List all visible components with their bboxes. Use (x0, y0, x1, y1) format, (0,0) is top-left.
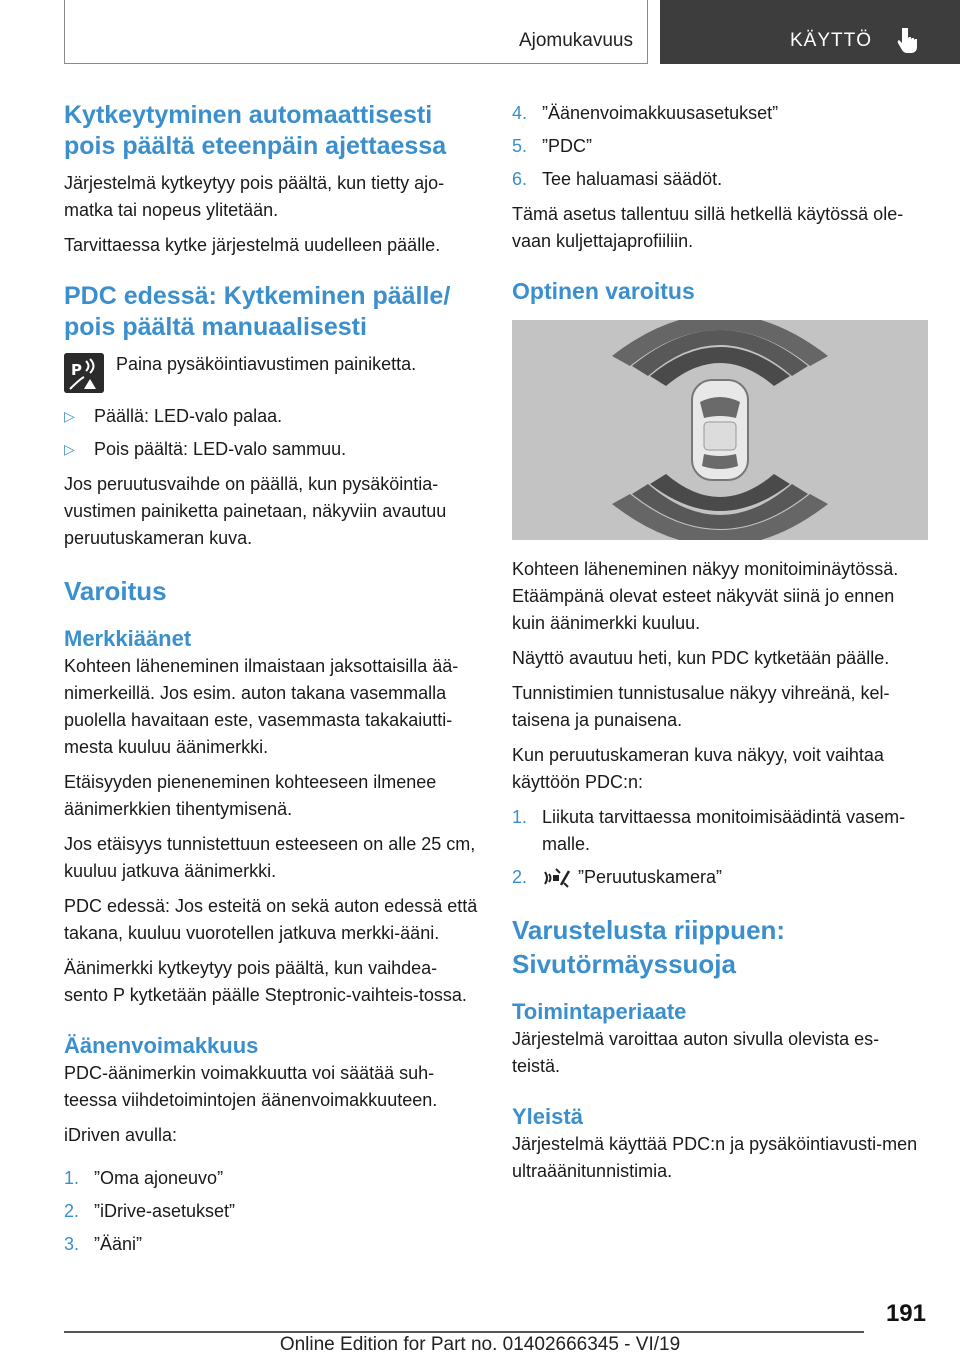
list-item: 4. ”Äänenvoimakkuusasetukset” (512, 103, 779, 123)
hand-pointer-icon (896, 26, 922, 54)
heading-signals: Merkkiäänet (64, 626, 192, 651)
list-item: 1. Liikuta tarvittaessa monitoimisäädintä vasem-malle. (512, 807, 906, 854)
paragraph: PDC-äänimerkin voimakkuutta voi säätää suh-teessa viihdetoimintojen äänenvoimakkuuteen. (64, 1063, 438, 1110)
footer-edition: Online Edition for Part no. 01402666345 - VI/19 (279, 1334, 681, 1355)
paragraph: PDC edessä: Jos esteitä on sekä auton edessä että takana, kuuluu vuorotellen jatkuva merkki-ääni. (64, 896, 478, 943)
triangle-bullet-icon: ▷ (64, 441, 75, 457)
header-chapter-tab (660, 0, 960, 64)
heading-general: Yleistä (512, 1104, 583, 1129)
car-sensor-illustration (512, 320, 928, 540)
header-chapter-title: KÄYTTÖ (790, 30, 873, 51)
header-section-box (64, 0, 648, 64)
page-number: 191 (885, 1300, 926, 1327)
paragraph: Tunnistimien tunnistusalue näkyy vihreänä, kel-taisena ja punaisena. (512, 683, 890, 730)
numbered-list (512, 100, 926, 193)
parking-assist-button-icon (64, 353, 104, 393)
heading-volume: Äänenvoimakkuus (64, 1033, 259, 1058)
paragraph: Jos etäisyys tunnistettuun esteeseen on alle 25 cm, kuuluu jatkuva äänimerkki. (64, 834, 476, 881)
paragraph: iDriven avulla: (64, 1125, 178, 1145)
list-item: 5. ”PDC” (512, 136, 592, 156)
numbered-list (64, 1165, 478, 1258)
heading-pdc-front: PDC edessä: Kytkeminen päälle/ pois päältä manuaalisesti (64, 282, 451, 341)
heading-side-collision: Varustelusta riippuen: Sivutörmäyssuoja (512, 915, 786, 979)
list-item: 2. ”Peruutuskamera” (512, 864, 926, 891)
svg-text:P: P (71, 361, 82, 379)
paragraph: Kohteen läheneminen ilmaistaan jaksottaisilla ää-nimerkeillä. Jos esim. auton takana vasemmalla puolella havaitaan este, vasemmasta takakaiutti-mesta kuuluu äänimerkki. (64, 656, 459, 757)
footer-divider (64, 1331, 864, 1333)
triangle-bullet-icon: ▷ (64, 408, 75, 424)
list-item: 1. ”Oma ajoneuvo” (64, 1168, 224, 1188)
paragraph: Tarvittaessa kytke järjestelmä uudelleen päälle. (64, 235, 441, 255)
paragraph: Tämä asetus tallentuu sillä hetkellä käytössä ole-vaan kuljettajaprofiiliin. (512, 204, 904, 251)
bullet-list (64, 403, 478, 463)
list-item: 6. Tee haluamasi säädöt. (512, 169, 723, 189)
list-item: ▷ Päällä: LED-valo palaa. (64, 403, 478, 430)
pdc-button-row (64, 351, 478, 395)
header-section-title: Ajomukavuus (518, 30, 633, 51)
paragraph: Paina pysäköintiavustimen painiketta. (116, 354, 417, 374)
list-item: 2. ”iDrive-asetukset” (64, 1201, 236, 1221)
heading-auto-off: Kytkeytyminen automaattisesti pois päältä eteenpäin ajettaessa (64, 101, 447, 160)
right-column (512, 100, 926, 1185)
numbered-list (512, 804, 926, 891)
paragraph: Kun peruutuskameran kuva näkyy, voit vaihtaa käyttöön PDC:n: (512, 745, 884, 792)
paragraph: Järjestelmä käyttää PDC:n ja pysäköintiavusti-men ultraäänitunnistimia. (512, 1134, 918, 1181)
paragraph: Järjestelmä kytkeytyy pois päältä, kun tietty ajo-matka tai nopeus ylitetään. (64, 173, 445, 220)
heading-optical: Optinen varoitus (512, 278, 695, 304)
list-item: 3. ”Ääni” (64, 1234, 143, 1254)
parking-sensor-icon (542, 867, 572, 889)
paragraph: Jos peruutusvaihde on päällä, kun pysäköintia-vustimen painiketta painetaan, näkyviin avautuu peruutuskameran kuva. (64, 474, 447, 548)
list-item: ▷ Pois päältä: LED-valo sammuu. (64, 436, 478, 463)
paragraph: Äänimerkki kytkeytyy pois päältä, kun vaihdea-sento P kytketään päälle Steptronic-vaihteis-tossa. (64, 958, 467, 1005)
pdc-display-illustration (512, 320, 928, 540)
left-column (64, 100, 478, 1258)
paragraph: Kohteen läheneminen näkyy monitoiminäytössä. Etäämpänä olevat esteet näkyvät siinä jo ennen kuin äänimerkki kuuluu. (512, 559, 899, 633)
paragraph: Järjestelmä varoittaa auton sivulla olevista es-teistä. (512, 1029, 880, 1076)
heading-principle: Toimintaperiaate (512, 999, 687, 1024)
heading-warning: Varoitus (64, 576, 167, 606)
paragraph: Etäisyyden pieneneminen kohteeseen ilmenee äänimerkkien tihentymisenä. (64, 772, 437, 819)
paragraph: Näyttö avautuu heti, kun PDC kytketään päälle. (512, 648, 890, 668)
